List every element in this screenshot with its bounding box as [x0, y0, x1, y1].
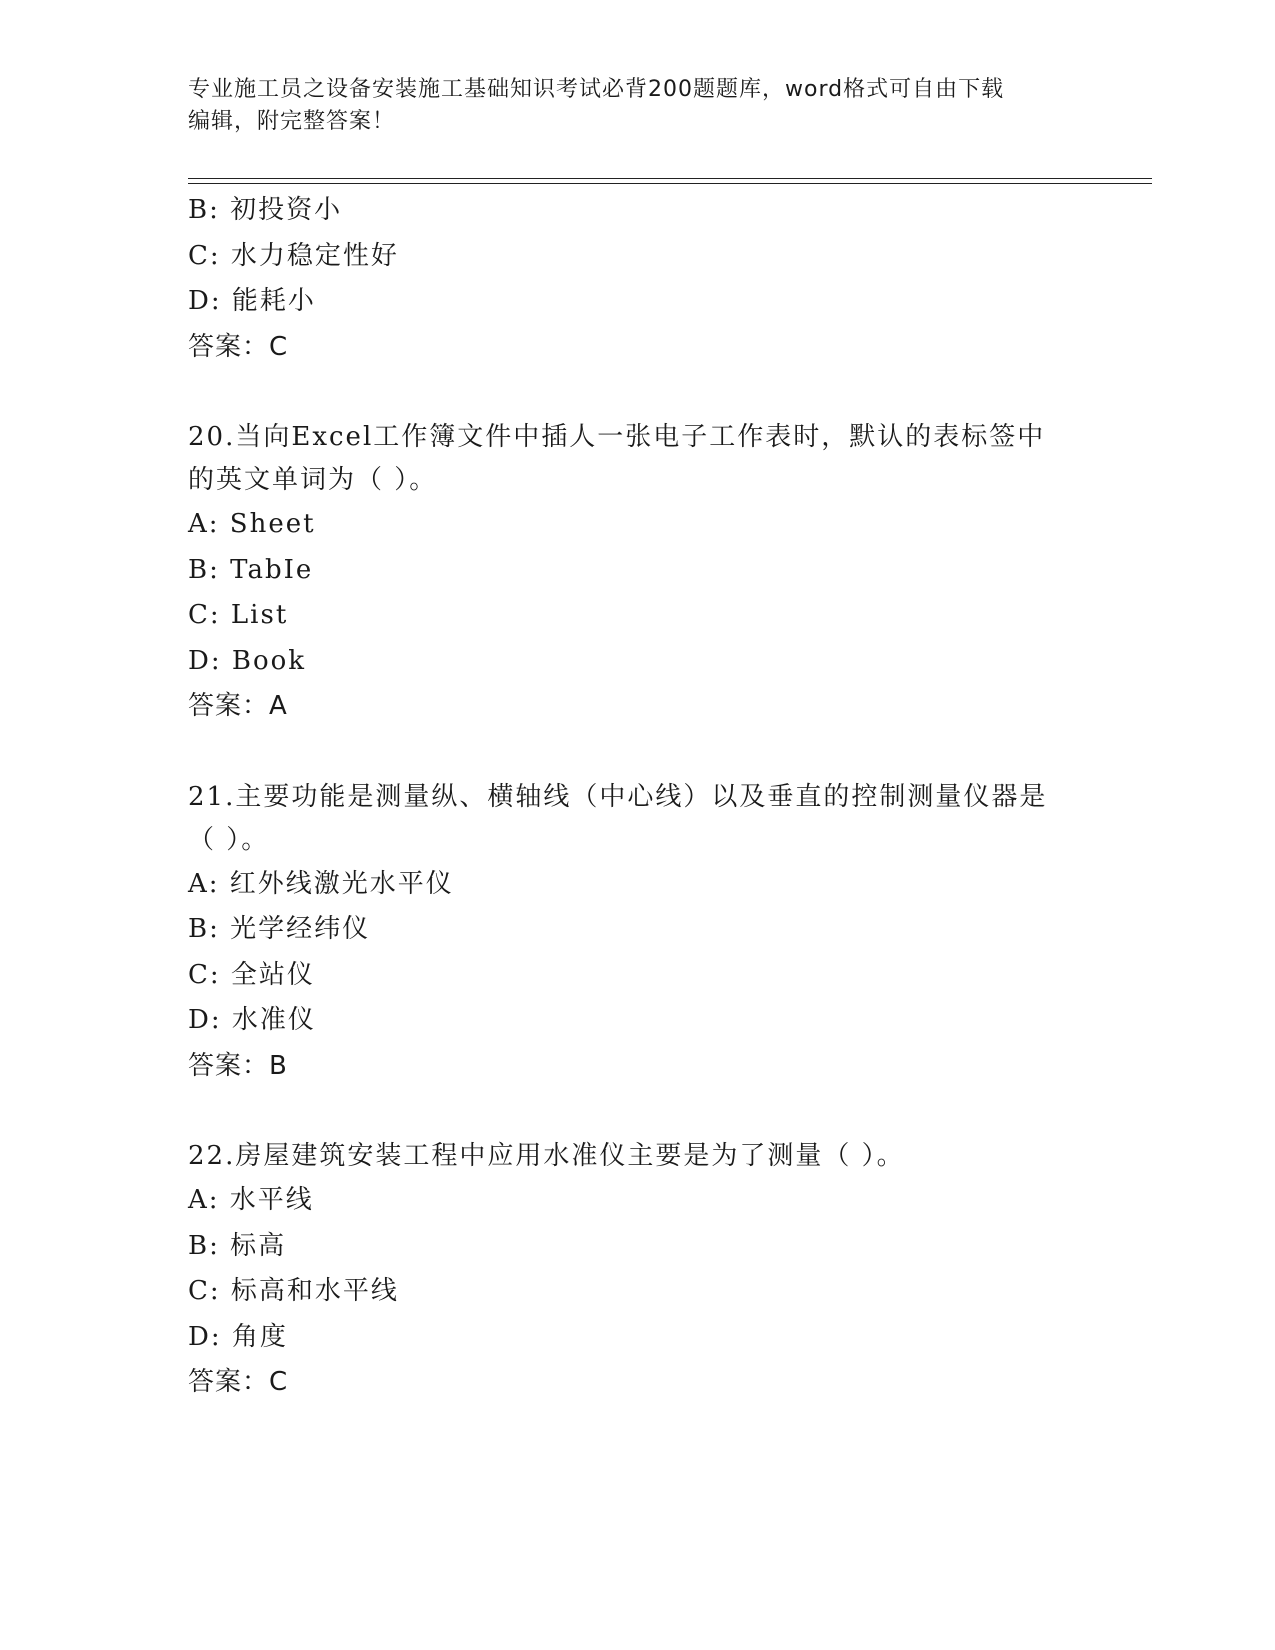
- question-stem-line: 的英文单词为（ ）。: [188, 465, 438, 495]
- question-21: [188, 776, 1088, 1090]
- option-d: D: 角度: [188, 1321, 288, 1352]
- question-20: [188, 416, 1088, 730]
- question-content: [188, 188, 1088, 1406]
- header-line-1: 专业施工员之设备安装施工基础知识考试必背200题题库，word格式可自由下载: [188, 77, 1005, 102]
- question-stem-line: 21.主要功能是测量纵、横轴线（中心线）以及垂直的控制测量仪器是: [188, 781, 1048, 812]
- question-stem-line: 22.房屋建筑安装工程中应用水准仪主要是为了测量（ ）。: [188, 1141, 905, 1171]
- document-header: [188, 74, 1078, 138]
- answer-line: 答案：C: [188, 1367, 289, 1397]
- option-b: B: 初投资小: [188, 195, 343, 225]
- option-d: D: 水准仪: [188, 1005, 316, 1035]
- question-stem-line: （ ）。: [188, 824, 270, 855]
- header-divider-bottom: [188, 183, 1152, 184]
- spacer: [188, 730, 1088, 776]
- answer-line: 答案：B: [188, 1050, 288, 1081]
- option-b: B: TabIe: [188, 554, 314, 585]
- option-a: A: 水平线: [188, 1185, 314, 1215]
- question-stem-line: 20.当向Excel工作簿文件中插人一张电子工作表时，默认的表标签中: [188, 422, 1046, 452]
- option-a: A: Sheet: [188, 509, 316, 539]
- answer-line: 答案：C: [188, 331, 289, 362]
- question-22: [188, 1135, 1088, 1406]
- option-b: B: 光学经纬仪: [188, 914, 371, 944]
- header-divider-top: [188, 178, 1152, 179]
- option-c: C: List: [188, 600, 289, 630]
- option-c: C: 标高和水平线: [188, 1276, 399, 1306]
- answer-line: 答案：A: [188, 691, 288, 721]
- option-c: C: 全站仪: [188, 959, 315, 990]
- spacer: [188, 1089, 1088, 1135]
- spacer: [188, 370, 1088, 416]
- continued-question: [188, 188, 1088, 370]
- option-a: A: 红外线激光水平仪: [188, 868, 454, 899]
- option-d: D: Book: [188, 645, 307, 676]
- header-line-2: 编辑，附完整答案！: [188, 109, 396, 134]
- option-d: D: 能耗小: [188, 286, 316, 316]
- option-b: B: 标高: [188, 1230, 287, 1261]
- option-c: C: 水力稳定性好: [188, 240, 399, 271]
